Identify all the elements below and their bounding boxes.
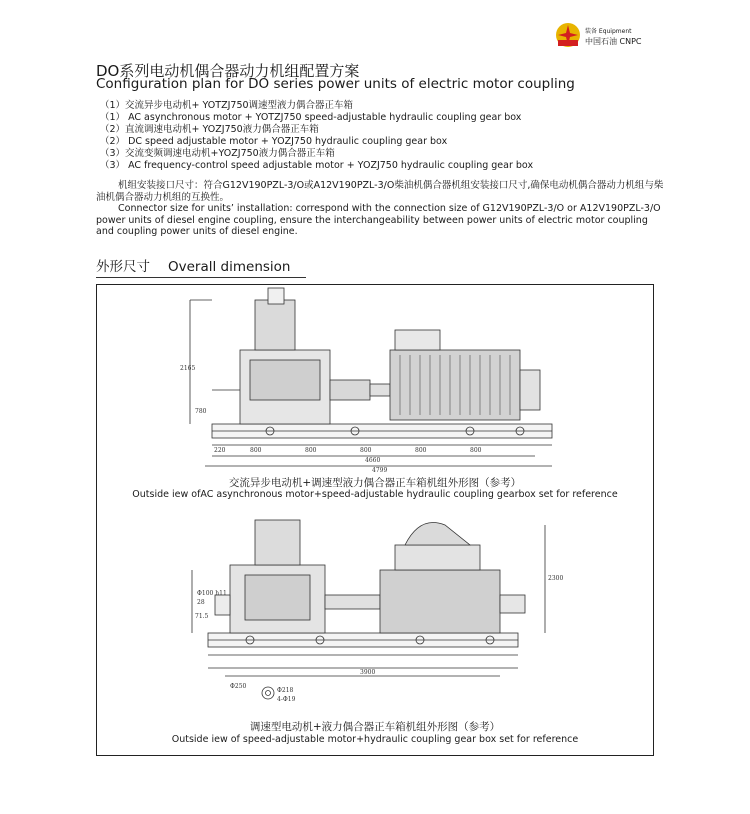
fig1-dim-seg4: 800 bbox=[360, 447, 372, 454]
installation-note-cn: 机组安装接口尺寸：符合G12V190PZL-3/O或A12V190PZL-3/O柴油机偶合器机组安装接口尺寸,确保电动机偶合器动力机组与柴油机偶合器动力机组的互换性。 bbox=[96, 180, 664, 203]
logo-brand-text: 中国石油 CNPC bbox=[585, 37, 642, 46]
section-heading-cn: 外形尺寸 bbox=[96, 259, 150, 275]
fig2-dim-shaft-height: 71.5 bbox=[195, 613, 209, 620]
fig1-dim-seg1: 220 bbox=[214, 447, 226, 454]
fig2-dim-height-total: 2300 bbox=[548, 575, 564, 582]
figure2-caption-cn: 调速型电动机+液力偶合器正车箱机组外形图（参考） bbox=[249, 721, 501, 733]
configuration-item: （3）交流变频调速电动机+YOZJ750液力偶合器正车箱 bbox=[100, 148, 335, 159]
fig1-dim-seg5: 800 bbox=[415, 447, 427, 454]
figure1-caption-en: Outside iew ofAC asynchronous motor+speed-adjustable hydraulic coupling gearbox set for reference bbox=[132, 489, 618, 500]
configuration-item: （1）交流异步电动机+ YOTZJ750调速型液力偶合器正车箱 bbox=[100, 100, 354, 111]
fig2-dim-key: 28 bbox=[197, 599, 205, 606]
fig1-dim-height-base: 780 bbox=[195, 408, 207, 415]
figure2-caption-en: Outside iew of speed-adjustable motor+hydraulic coupling gear box set for reference bbox=[171, 734, 579, 745]
configuration-item: （3） AC frequency-control speed adjustable motor + YOZJ750 hydraulic coupling gear box bbox=[100, 160, 534, 171]
configuration-item: （2） DC speed adjustable motor + YOZJ750 hydraulic coupling gear box bbox=[100, 136, 448, 147]
fig2-dim-hole: 4-Φ19 bbox=[277, 696, 296, 703]
configuration-item: （1） AC asynchronous motor + YOTZJ750 speed-adjustable hydraulic coupling gear box bbox=[100, 112, 522, 123]
fig1-dim-height-total: 2165 bbox=[180, 365, 196, 372]
fig1-dim-overall: 4799 bbox=[372, 467, 388, 474]
fig1-dim-seg6: 800 bbox=[470, 447, 482, 454]
fig2-dim-overall: 3900 bbox=[360, 669, 376, 676]
fig1-dim-span: 4660 bbox=[365, 457, 381, 464]
figure1-drawing bbox=[190, 288, 552, 466]
fig2-dim-flange-dia: Φ250 bbox=[230, 683, 247, 690]
page-title-cn: DO系列电动机偶合器动力机组配置方案 bbox=[96, 62, 360, 80]
logo-small-text: 装备 Equipment bbox=[585, 28, 632, 35]
figure1-caption-cn: 交流异步电动机+调速型液力偶合器正车箱机组外形图（参考） bbox=[228, 477, 522, 489]
configuration-item: （2）直流调速电动机+ YOZJ750液力偶合器正车箱 bbox=[100, 124, 319, 135]
section-heading-en: Overall dimension bbox=[168, 259, 291, 275]
page-title-en: Configuration plan for DO series power units of electric motor coupling bbox=[96, 76, 575, 92]
fig2-dim-bolt: Φ218 bbox=[277, 687, 294, 694]
installation-note-en: Connector size for units’ installation: correspond with the connection size of G12V190PZL-3/O or A12V190PZL-3/O power units of diesel engine coupling, ensure the interchangeability between power units of electric motor coupling and coupling power units of diesel engine. bbox=[96, 203, 661, 238]
fig1-dim-seg2: 800 bbox=[250, 447, 262, 454]
fig1-dim-seg3: 800 bbox=[305, 447, 317, 454]
fig2-dim-shaft-dia: Φ100 h11 bbox=[197, 590, 227, 597]
